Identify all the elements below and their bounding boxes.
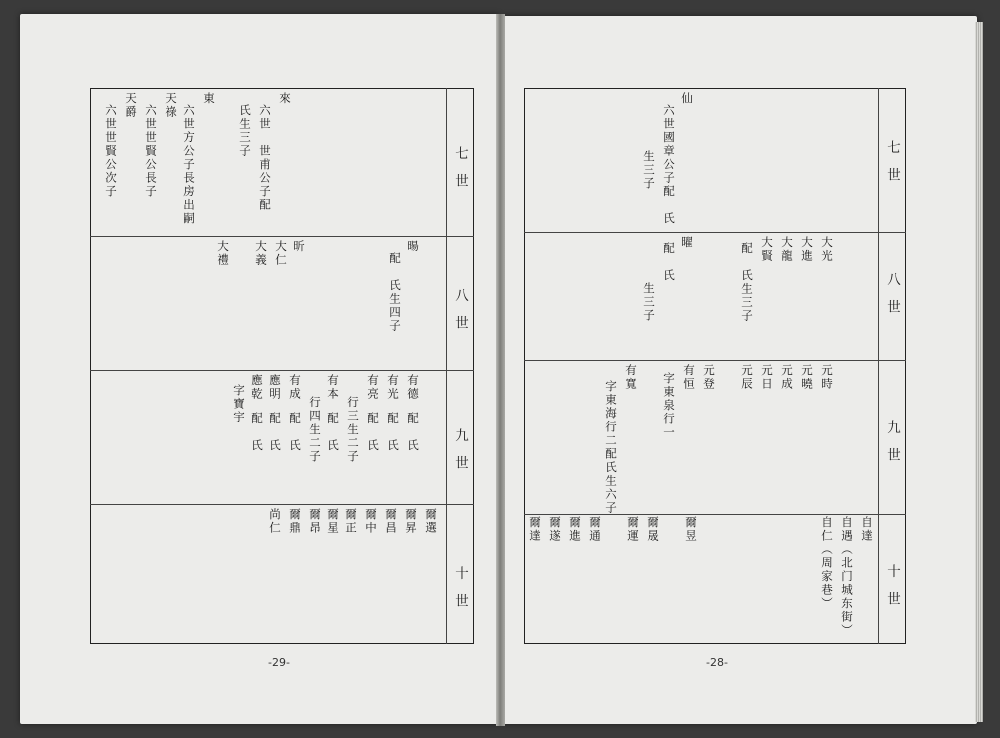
left-gen-label-7: 七世 [452, 146, 468, 201]
right-r2-entry-4: 配 氏生三子 [740, 242, 754, 323]
left-r4-entry-2: 爾昌 [384, 508, 398, 535]
right-gen-label-8: 八世 [884, 272, 900, 327]
right-r3-head-8: 有寬 [624, 364, 638, 391]
left-r1-head-3: 天祿 [164, 92, 178, 119]
left-r3-head-0: 有德 [406, 374, 420, 401]
right-r4-entry-9: 爾達 [528, 516, 542, 543]
right-r4-entry-4: 爾晟 [646, 516, 660, 543]
left-r3-entry-3: 行三生二子 [346, 396, 360, 464]
left-r2-head-1: 昕 [292, 240, 306, 254]
left-r4-entry-6: 爾昂 [308, 508, 322, 535]
right-r2-entry-6: 生三子 [642, 282, 656, 323]
left-gen-divider [446, 88, 447, 644]
book-spine [496, 14, 505, 726]
left-r4-entry-5: 爾星 [326, 508, 340, 535]
right-r4-entry-8: 爾遂 [548, 516, 562, 543]
right-r3-head-6: 有恒 [682, 364, 696, 391]
left-r3-entry-7: 配 氏 [268, 412, 282, 453]
left-r1-head-4: 天爵 [124, 92, 138, 119]
right-r4-entry-2: 自仁（周家巷） [820, 516, 834, 611]
right-r1-head-0: 仙 [680, 92, 694, 106]
right-r1-entry-0: 六世國章公子配 氏 [662, 104, 676, 226]
left-r3-head-8: 應乾 [250, 374, 264, 401]
right-r2-entry-1: 大進 [800, 236, 814, 263]
right-r2-entry-5: 配 氏 [662, 242, 676, 283]
left-r4-entry-4: 爾正 [344, 508, 358, 535]
right-r3-entry-7: 字東泉行一 [662, 372, 676, 440]
page-edge [975, 22, 983, 722]
right-r3-entry-2: 元成 [780, 364, 794, 391]
right-page-number: -28- [706, 656, 728, 669]
left-gen-label-9: 九世 [452, 428, 468, 483]
left-r2-entry-3: 大義 [254, 240, 268, 267]
right-r4-entry-0: 自達 [860, 516, 874, 543]
left-r3-entry-1: 配 氏 [386, 412, 400, 453]
right-gen-label-10: 十世 [884, 564, 900, 619]
right-row-divider [524, 514, 906, 515]
right-gen-label-9: 九世 [884, 420, 900, 475]
right-row-divider [524, 360, 906, 361]
right-r2-entry-0: 大光 [820, 236, 834, 263]
right-r2-head-5: 曜 [680, 236, 694, 250]
left-r1-entry-3: 六世世賢公長子 [144, 104, 158, 199]
right-gen-divider [878, 88, 879, 644]
left-row-divider [90, 236, 474, 237]
left-r4-entry-1: 爾昇 [404, 508, 418, 535]
left-page-number: -29- [268, 656, 290, 669]
left-r1-head-2: 東 [202, 92, 216, 106]
left-r3-entry-0: 配 氏 [406, 412, 420, 453]
left-r1-entry-1: 氏生三子 [238, 104, 252, 158]
right-r4-entry-1: 自遇（北门城东街） [840, 516, 854, 638]
left-r3-head-6: 有成 [288, 374, 302, 401]
left-r3-entry-5: 行四生二子 [308, 396, 322, 464]
left-r1-entry-0: 六世 世甫公子配 [258, 104, 272, 212]
left-r4-entry-7: 爾鼎 [288, 508, 302, 535]
right-r3-entry-1: 元曉 [800, 364, 814, 391]
left-r4-entry-3: 爾中 [364, 508, 378, 535]
left-r4-entry-8: 尚仁 [268, 508, 282, 535]
left-r3-entry-2: 配 氏 [366, 412, 380, 453]
right-r3-entry-3: 元日 [760, 364, 774, 391]
right-r3-entry-4: 元辰 [740, 364, 754, 391]
left-r2-entry-0: 配 氏生四子 [388, 252, 402, 333]
left-gen-label-8: 八世 [452, 288, 468, 343]
right-r4-entry-7: 爾進 [568, 516, 582, 543]
right-r2-entry-3: 大賢 [760, 236, 774, 263]
right-r1-entry-1: 生三子 [642, 150, 656, 191]
left-r3-entry-6: 配 氏 [288, 412, 302, 453]
right-r3-entry-9: 字東海行二配氏生六子 [604, 380, 618, 515]
left-r2-head-0: 暘 [406, 240, 420, 254]
left-r3-head-2: 有亮 [366, 374, 380, 401]
right-r3-entry-5: 元登 [702, 364, 716, 391]
right-r3-entry-0: 元時 [820, 364, 834, 391]
left-r2-entry-2: 大仁 [274, 240, 288, 267]
left-r2-entry-4: 大禮 [216, 240, 230, 267]
left-r3-entry-9: 字寶宇 [232, 384, 246, 425]
left-r1-entry-4: 六世世賢公次子 [104, 104, 118, 199]
left-r3-head-4: 有本 [326, 374, 340, 401]
left-r3-head-1: 有光 [386, 374, 400, 401]
left-r3-entry-4: 配 氏 [326, 412, 340, 453]
right-gen-label-7: 七世 [884, 140, 900, 195]
right-r2-entry-2: 大龍 [780, 236, 794, 263]
left-gen-label-10: 十世 [452, 566, 468, 621]
right-r4-entry-3: 爾昱 [684, 516, 698, 543]
left-row-divider [90, 370, 474, 371]
right-row-divider [524, 232, 906, 233]
right-r4-entry-5: 爾運 [626, 516, 640, 543]
left-r1-head-0: 來 [278, 92, 292, 106]
left-row-divider [90, 504, 474, 505]
right-r4-entry-6: 爾通 [588, 516, 602, 543]
left-r3-head-7: 應明 [268, 374, 282, 401]
left-r1-entry-2: 六世方公子長房出嗣 [182, 104, 196, 226]
left-r3-entry-8: 配 氏 [250, 412, 264, 453]
left-r4-entry-0: 爾選 [424, 508, 438, 535]
